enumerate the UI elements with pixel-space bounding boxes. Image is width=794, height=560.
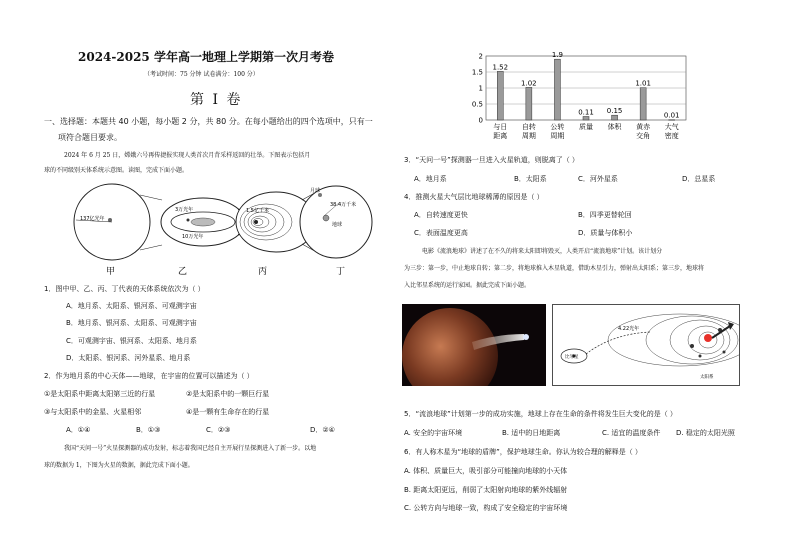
- yi-top-label: 3万光年: [175, 207, 194, 213]
- chart-category-label: 与日: [493, 123, 508, 131]
- chart-category-label: 质量: [579, 123, 593, 131]
- instructions-line1: 一、选择题：本题共 40 小题，每小题 2 分，共 80 分。在每小题给出的四个选项中，只有一: [44, 117, 373, 126]
- mars-data-bar-chart: [462, 44, 698, 148]
- q5-stem: 5．“流浪地球”计划第一步的成功实施，地球上存在生命的条件将发生巨大变化的是（ ）: [404, 410, 677, 418]
- chart-category-label: 自转: [521, 123, 536, 131]
- ding-moon-label: 月球: [310, 188, 321, 194]
- system-ding: [300, 186, 372, 258]
- yi-mid-label: 10万光年: [182, 234, 204, 240]
- intro2-line2: 球的数据为 1，下图为火星的数据，据此完成下面小题。: [44, 462, 194, 469]
- q2-stem: 2．作为地月系的中心天体——地球，在宇宙的位置可以描述为（ ）: [44, 372, 254, 380]
- solar-system-label: 太阳系: [700, 375, 714, 380]
- q6-stem: 6．有人称木星为“地球的盾牌”，保护地球生命。你认为较合理的解释是（ ）: [404, 448, 642, 456]
- label-jia: 甲: [106, 267, 116, 277]
- intro1-line1: 2024 年 6 月 25 日，嫦娥六号再传捷报实现人类首次月背采样返回的壮举。下图表示包括月: [64, 152, 311, 159]
- proxima-label: 比邻星: [565, 355, 579, 360]
- q4-option-d[interactable]: D．质量与体积小: [578, 229, 633, 237]
- chart-category-label: 体积: [607, 123, 622, 131]
- chart-bar: [669, 120, 675, 121]
- system-jia: [74, 184, 150, 260]
- q5-option-b[interactable]: B. 适中的日地距离: [502, 429, 561, 437]
- chart-category-label: 公转: [550, 123, 565, 131]
- chart-ytick-label: 1: [478, 84, 483, 93]
- q6-option-a[interactable]: A. 体积、质量巨大，吸引部分可能撞向地球的小天体: [404, 467, 568, 475]
- chart-category-label: 大气: [664, 123, 679, 131]
- q2-option-c[interactable]: C．②③: [206, 426, 231, 434]
- section-title: 第 I 卷: [190, 92, 243, 108]
- chart-bar: [583, 116, 589, 120]
- chart-bar: [640, 88, 646, 120]
- chart-category-label: 交角: [636, 132, 651, 140]
- proxima-solar-system-diagram: [552, 304, 740, 386]
- bing-distance-label: 1.5亿千米: [246, 208, 269, 214]
- chart-category-label: 距离: [493, 132, 508, 140]
- chart-bar: [612, 115, 618, 120]
- q1-option-b[interactable]: B．地月系、银河系、太阳系、可观测宇宙: [66, 319, 197, 327]
- label-bing: 丙: [258, 267, 268, 277]
- q1-option-d[interactable]: D．太阳系、银河系、河外星系、地月系: [66, 354, 191, 362]
- page-title: 2024-2025 学年高一地理上学期第一次月考卷: [78, 50, 334, 64]
- q4-option-b[interactable]: B．四季更替轮回: [578, 211, 632, 219]
- chart-category-label: 密度: [664, 132, 679, 140]
- chart-ytick-label: 0.5: [471, 100, 483, 109]
- q5-option-c[interactable]: C. 适宜的温度条件: [602, 429, 661, 437]
- q2-option-b[interactable]: B．①③: [136, 426, 161, 434]
- q1-option-c[interactable]: C．可观测宇宙、银河系、太阳系、地月系: [66, 337, 197, 345]
- q2-option-d[interactable]: D．②④: [310, 426, 335, 434]
- chart-value-label: 1.01: [635, 79, 651, 88]
- chart-ytick-label: 1.5: [471, 68, 483, 77]
- chart-ytick-label: 0: [478, 116, 483, 125]
- ding-earth-label: 地球: [332, 222, 343, 228]
- celestial-systems-figure: [40, 180, 410, 280]
- system-yi: [161, 198, 245, 246]
- q2-statement-4: ④是一颗有生命存在的行星: [186, 408, 270, 416]
- q2-statement-2: ②是太阳系中的一颗巨行星: [186, 390, 270, 398]
- q4-option-a[interactable]: A．自转速度更快: [414, 211, 468, 219]
- q3-option-c[interactable]: C．河外星系: [578, 175, 618, 183]
- intro1-line2: 球的不同级别天体系统示意图。读图，完成下面小题。: [44, 167, 189, 174]
- chart-category-label: 黄赤: [636, 123, 651, 131]
- chart-value-label: 1.52: [492, 63, 509, 72]
- intro3-line3: 入比邻星系统的运行家园。据此完成下面小题。: [404, 282, 531, 289]
- q5-option-a[interactable]: A. 安全的宇宙环境: [404, 429, 463, 437]
- q5-option-d[interactable]: D. 稳定的太阳光照: [676, 429, 735, 437]
- q6-option-b[interactable]: B. 距离太阳更远，削弱了太阳射向地球的紫外线辐射: [404, 486, 568, 494]
- chart-value-label: 0.11: [578, 108, 594, 117]
- q2-statement-1: ①是太阳系中距离太阳第三近的行星: [44, 390, 156, 398]
- q4-stem: 4．推测火星大气层比地球稀薄的原因是（ ）: [404, 193, 544, 201]
- label-yi: 乙: [178, 267, 188, 277]
- chart-bar: [526, 87, 532, 120]
- intro3-line2: 为三步：第一步，中止地球自转；第二步，将地球推入木星轨道，借助木星引力，弹射出太阳系；第三步，地球将: [404, 265, 705, 272]
- intro3-line1: 电影《流浪地球》讲述了在不久的将来太阳即将毁灭，人类开启“流浪地球”计划。该计划分: [422, 248, 663, 255]
- q3-option-a[interactable]: A．地月系: [414, 175, 447, 183]
- chart-ytick-label: 2: [478, 52, 483, 61]
- chart-value-label: 0.01: [663, 111, 680, 120]
- q3-option-b[interactable]: B．太阳系: [514, 175, 547, 183]
- q1-option-a[interactable]: A．地月系、太阳系、银河系、可观测宇宙: [66, 302, 197, 310]
- chart-value-label: 1.02: [521, 79, 537, 88]
- instructions-line2: 项符合题目要求。: [58, 133, 122, 142]
- chart-bar: [554, 59, 560, 120]
- label-ding: 丁: [336, 267, 346, 277]
- q3-option-d[interactable]: D．总星系: [682, 175, 716, 183]
- jia-radius-label: 137亿光年: [80, 216, 105, 222]
- distance-label: 4.22光年: [618, 326, 640, 332]
- q4-option-c[interactable]: C．表面温度更高: [414, 229, 468, 237]
- q2-statement-3: ③与太阳系中的金星、火星相邻: [44, 408, 142, 416]
- q6-option-c[interactable]: C. 公转方向与地球一致，构成了安全稳定的宇宙环境: [404, 504, 568, 512]
- chart-value-label: 1.9: [551, 51, 563, 60]
- q3-stem: 3．“天问一号”探测器一旦进入火星轨道，则脱离了（ ）: [404, 156, 579, 164]
- chart-category-label: 周期: [521, 132, 536, 140]
- chart-value-label: 0.15: [606, 107, 623, 116]
- ding-distance-label: 38.4万千米: [330, 202, 357, 208]
- intro2-line1: 我国“天问一号”火星探测器的成功发射，标志着我国已经自主开展行星探测进入了新一步。以地: [64, 445, 317, 452]
- q1-stem: 1．图中甲、乙、丙、丁代表的天体系统依次为（ ）: [44, 285, 205, 293]
- q2-option-a[interactable]: A．①④: [66, 426, 91, 434]
- chart-category-label: 周期: [550, 132, 565, 140]
- exam-info: （考试时间：75 分钟 试卷满分：100 分）: [144, 71, 259, 78]
- wandering-earth-planet-image: [402, 304, 546, 386]
- chart-bar: [497, 71, 503, 120]
